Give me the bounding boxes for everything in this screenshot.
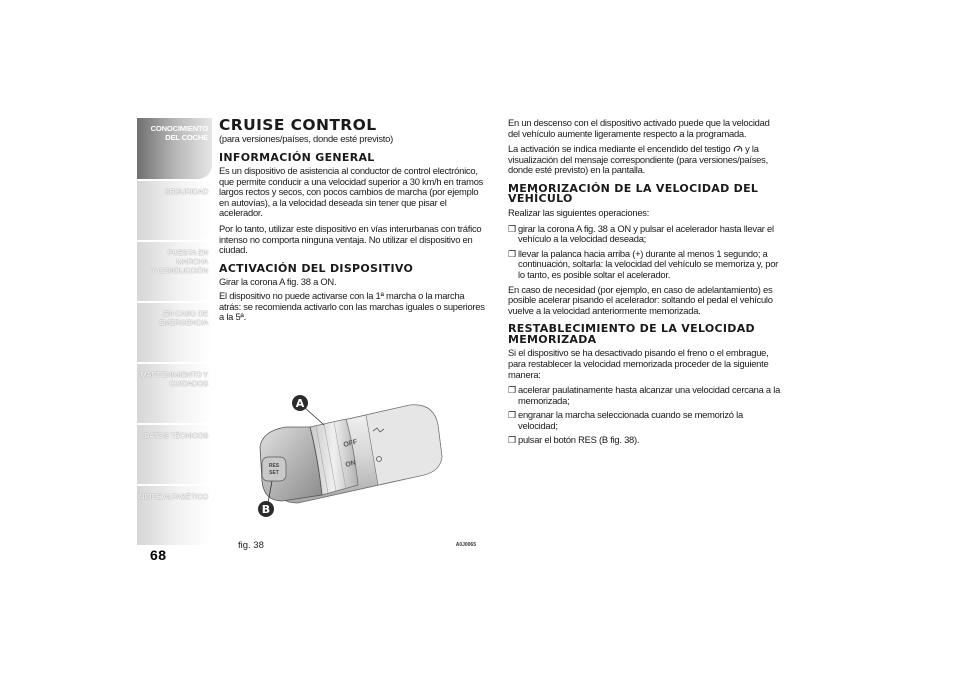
list-item-text: pulsar el botón RES (B fig. 38). bbox=[518, 434, 640, 446]
paragraph-part: La activación se indica mediante el encendido del testigo bbox=[508, 143, 731, 155]
tab-seguridad[interactable] bbox=[137, 181, 212, 240]
paragraph: Realizar las siguientes operaciones: bbox=[508, 206, 650, 218]
paragraph: Si el dispositivo se ha desactivado pisando el freno o el embrague, para restablecer la velocidad memorizada proceder de la siguiente manera: bbox=[508, 347, 769, 380]
paragraph: Por lo tanto, utilizar este dispositivo en vías interurbanas con tráfico intenso no comporta ninguna ventaja. No utilizar el dispositivo en ciudad. bbox=[219, 223, 482, 256]
paragraph: El dispositivo no puede activarse con la 1ª marcha o la marcha atrás: se recomienda activarlo con las marchas iguales o superiores a la 5ª. bbox=[219, 289, 485, 323]
button-res-text: RES bbox=[268, 463, 280, 469]
page-number: 68 bbox=[150, 547, 167, 563]
tab-datos-tecnicos[interactable] bbox=[137, 425, 212, 484]
list-item bbox=[508, 410, 782, 431]
tab-puesta-en-marcha[interactable] bbox=[137, 242, 212, 301]
tab-label: PUESTA EN MARCHA Y CONDUCCIÓN bbox=[151, 248, 208, 275]
lever-on-label: ON bbox=[344, 459, 357, 469]
figure-38 bbox=[238, 385, 479, 551]
tab-mantenimiento[interactable] bbox=[137, 364, 212, 423]
paragraph: Es un dispositivo de asistencia al conductor de control electrónico, que permite conducir a una velocidad superior a 30 km/h en tramos largos rectos y secos, con pocos cambios de marcha (por ejemplo en autovías), a la velocidad deseada sin tener que pisar el acelerador. bbox=[219, 165, 484, 219]
paragraph-part: y la visualización del mensaje correspondiente (para versiones/países, donde esté previsto) en la pantalla. bbox=[508, 143, 768, 176]
cruise-control-lever-illustration bbox=[238, 385, 479, 540]
list-item-text: girar la corona A fig. 38 a ON y pulsar el acelerador hasta llevar el vehículo a la velocidad deseada; bbox=[518, 222, 774, 245]
tab-label: CONOCIMIENTO DEL COCHE bbox=[150, 124, 208, 142]
right-column bbox=[508, 118, 782, 450]
page-subtitle: (para versiones/países, donde esté previsto) bbox=[219, 133, 393, 144]
figure-code: A0J0065 bbox=[455, 542, 476, 548]
bullet-icon: ❒ bbox=[508, 435, 516, 446]
list-item-text: engranar la marcha seleccionada cuando se memorizó la velocidad; bbox=[518, 409, 743, 431]
tab-label: ÍNDICE ALFABÉTICO bbox=[137, 492, 208, 501]
paragraph: En caso de necesidad (por ejemplo, en caso de adelantamiento) es posible acelerar pisando el acelerador: soltando el pedal el vehículo vuelve a la velocidad anteriormente memorizada. bbox=[508, 283, 773, 316]
list-item bbox=[508, 385, 782, 406]
chapter-tabs bbox=[137, 118, 212, 547]
page-title: CRUISE CONTROL bbox=[219, 116, 377, 134]
tab-indice-alfabetico[interactable] bbox=[137, 486, 212, 545]
list-item bbox=[508, 224, 782, 245]
bullet-icon: ❒ bbox=[508, 410, 516, 421]
button-set-text: SET bbox=[269, 470, 279, 476]
tab-label: MANTENIMIENTO Y CUIDADOS bbox=[140, 370, 208, 388]
tab-label: DATOS TÉCNICOS bbox=[144, 431, 208, 440]
paragraph: En un descenso con el dispositivo activado puede que la velocidad del vehículo aumente ligeramente respecto a la programada. bbox=[508, 117, 770, 139]
tab-label: SEGURIDAD bbox=[164, 187, 208, 196]
figure-caption: fig. 38 bbox=[238, 540, 264, 551]
list-item-text: acelerar paulatinamente hasta alcanzar una velocidad cercana a la memorizada; bbox=[518, 384, 781, 406]
list-item-text: llevar la palanca hacia arriba (+) durante al menos 1 segundo; a continuación, soltarla: la velocidad del vehículo se memoriza y, por lo tanto, es posible soltar el acelerador. bbox=[518, 247, 779, 280]
callout-a-label: A bbox=[295, 397, 305, 410]
tab-conocimiento-del-coche[interactable] bbox=[137, 118, 212, 179]
heading-restablecimiento: RESTABLECIMIENTO DE LA VELOCIDAD MEMORIZADA bbox=[508, 322, 755, 346]
heading-memorizacion: MEMORIZACIÓN DE LA VELOCIDAD DEL VEHÍCULO bbox=[508, 181, 759, 206]
callout-b-label: B bbox=[261, 503, 271, 516]
lever-off-label: OFF bbox=[342, 438, 359, 449]
cruise-control-warning-light-icon bbox=[733, 145, 743, 153]
heading-activacion: ACTIVACIÓN DEL DISPOSITIVO bbox=[219, 261, 414, 275]
bullet-icon: ❒ bbox=[508, 385, 516, 396]
bullet-icon: ❒ bbox=[508, 248, 516, 259]
bullet-icon: ❒ bbox=[508, 223, 516, 234]
list-item bbox=[508, 249, 782, 281]
left-column bbox=[219, 118, 487, 328]
paragraph: Girar la corona A fig. 38 a ON. bbox=[219, 276, 337, 288]
paragraph-warning-light bbox=[508, 144, 782, 176]
heading-informacion-general: INFORMACIÓN GENERAL bbox=[219, 150, 375, 164]
tab-en-caso-de-emergencia[interactable] bbox=[137, 303, 212, 362]
tab-label: EN CASO DE EMERGENCIA bbox=[158, 309, 208, 327]
list-item bbox=[508, 435, 782, 446]
